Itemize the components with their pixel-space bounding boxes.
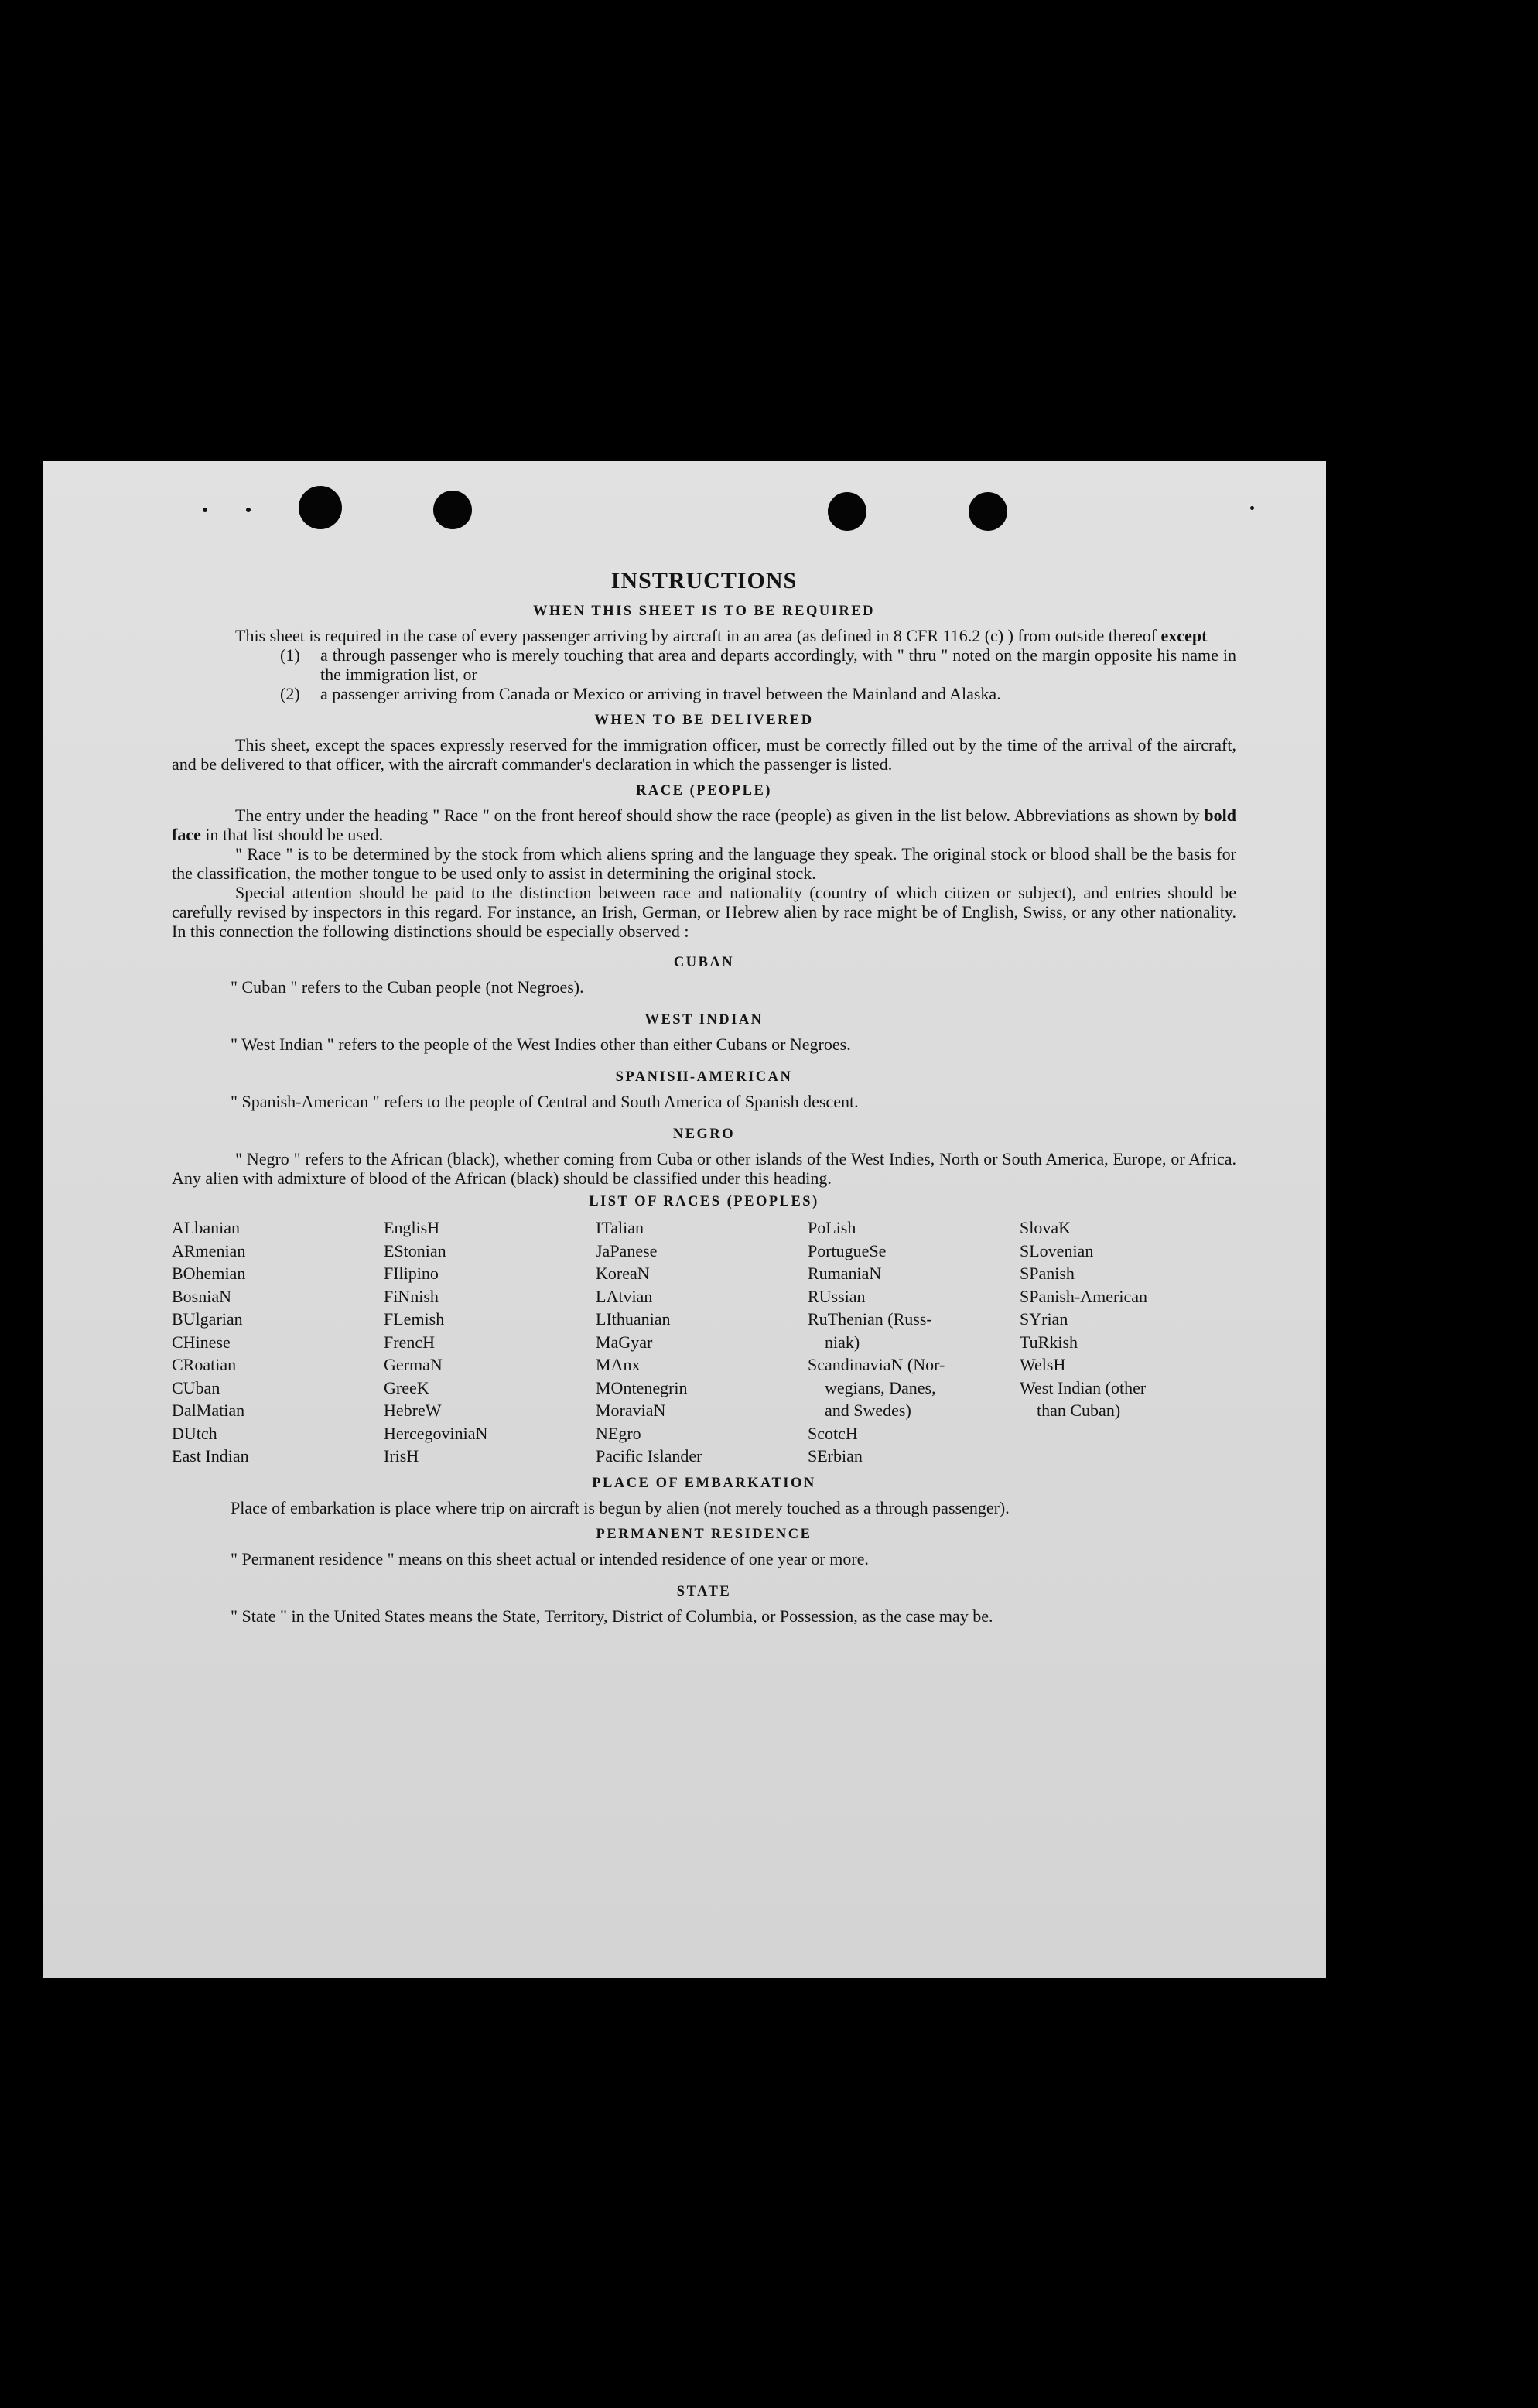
race-entry: LAtvian bbox=[596, 1286, 653, 1306]
section-heading-delivered: WHEN TO BE DELIVERED bbox=[594, 713, 814, 728]
section-heading-list-of-races: LIST OF RACES (PEOPLES) bbox=[589, 1194, 819, 1209]
section-heading-race: RACE (PEOPLE) bbox=[636, 783, 772, 799]
race-entry: ARmenian bbox=[172, 1240, 246, 1260]
page-title: INSTRUCTIONS bbox=[610, 568, 798, 593]
race-entry: DalMatian bbox=[172, 1401, 245, 1420]
race-entry: EnglisH bbox=[384, 1218, 440, 1237]
race-paragraph-2: " Race " is to be determined by the stock from which aliens spring and the language they speak. The original stock or blood shall be the basis for the classification, the mother tongue to be used only to assist in determining the original stock. bbox=[172, 844, 1236, 883]
race-entry: CUban bbox=[172, 1377, 220, 1397]
race-entry: BOhemian bbox=[172, 1264, 246, 1283]
race-entry: ITalian bbox=[596, 1218, 644, 1237]
race-entry: West Indian (other bbox=[1020, 1377, 1147, 1397]
races-column bbox=[172, 1216, 384, 1468]
section-heading-embarkation: PLACE OF EMBARKATION bbox=[592, 1475, 816, 1491]
race-entry: DUtch bbox=[172, 1423, 217, 1443]
race-entry: KoreaN bbox=[596, 1264, 650, 1283]
punch-hole bbox=[433, 491, 472, 529]
race-entry: HebreW bbox=[384, 1401, 442, 1420]
race-paragraph-3: Special attention should be paid to the distinction between race and nationality (country of which citizen or subject), and entries should be carefully revised by inspectors in this regard. For instance, an Irish, German, or Hebrew alien by race might be of English, Swiss, or any other nationality. In this connection the following distinctions should be especially observed : bbox=[172, 883, 1236, 941]
race-entry: RuThenian (Russ- bbox=[808, 1309, 932, 1329]
race-entry: and Swedes) bbox=[825, 1401, 911, 1420]
races-column bbox=[384, 1216, 596, 1468]
race-paragraph-1: The entry under the heading " Race " on the front hereof should show the race (people) as given in the list below. Abbreviations as shown by bold face in that list should be used. bbox=[172, 806, 1237, 844]
exception-item: (2) a passenger arriving from Canada or Mexico or arriving in travel between the Mainland and Alaska. bbox=[280, 684, 1001, 703]
race-entry: MAnx bbox=[596, 1355, 641, 1374]
race-entry: GermaN bbox=[384, 1355, 443, 1374]
race-entry: PoLish bbox=[808, 1218, 856, 1237]
spanish-american-paragraph: " Spanish-American " refers to the people of Central and South America of Spanish descent. bbox=[231, 1092, 859, 1111]
race-entry: CHinese bbox=[172, 1332, 231, 1352]
race-entry: GreeK bbox=[384, 1377, 429, 1397]
race-entry: MoraviaN bbox=[596, 1401, 666, 1420]
race-entry: FIlipino bbox=[384, 1264, 439, 1283]
races-column bbox=[596, 1216, 808, 1468]
residence-paragraph: " Permanent residence " means on this sheet actual or intended residence of one year or more. bbox=[231, 1548, 869, 1568]
section-heading-state: STATE bbox=[676, 1583, 732, 1599]
race-entry: MOntenegrin bbox=[596, 1377, 688, 1397]
negro-paragraph: " Negro " refers to the African (black), whether coming from Cuba or other islands of the West Indies, North or South America, Europe, or Africa. Any alien with admixture of blood of the African (black) should be classified under this heading. bbox=[172, 1149, 1236, 1188]
section-heading-required: WHEN THIS SHEET IS TO BE REQUIRED bbox=[532, 604, 876, 619]
document-sheet bbox=[43, 461, 1326, 1978]
race-entry: CRoatian bbox=[172, 1355, 237, 1374]
race-entry: HercegoviniaN bbox=[384, 1423, 488, 1443]
state-paragraph: " State " in the United States means the State, Territory, District of Columbia, or Possession, as the case may be. bbox=[231, 1606, 993, 1626]
punch-hole bbox=[969, 492, 1007, 531]
race-entry: niak) bbox=[825, 1332, 860, 1352]
required-paragraph: This sheet is required in the case of every passenger arriving by aircraft in an area (as defined in 8 CFR 116.2 (c) ) from outside thereof except bbox=[235, 626, 1208, 645]
section-heading-west-indian: WEST INDIAN bbox=[644, 1012, 764, 1028]
race-entry: BUlgarian bbox=[172, 1309, 243, 1329]
race-entry: FiNnish bbox=[384, 1286, 439, 1306]
race-entry: IrisH bbox=[384, 1446, 419, 1466]
delivered-paragraph: This sheet, except the spaces expressly reserved for the immigration officer, must be correctly filled out by the time of the arrival of the aircraft, and be delivered to that officer, with the aircraft commander's declaration in which the passenger is listed. bbox=[172, 735, 1236, 774]
race-entry: Pacific Islander bbox=[596, 1446, 702, 1466]
speck bbox=[1250, 506, 1254, 510]
punch-hole bbox=[299, 486, 342, 529]
race-entry: RumaniaN bbox=[808, 1264, 882, 1283]
race-entry: East Indian bbox=[172, 1446, 249, 1466]
race-entry: ScandinaviaN (Nor- bbox=[808, 1355, 945, 1374]
race-entry: FLemish bbox=[384, 1309, 445, 1329]
embarkation-paragraph: Place of embarkation is place where trip on aircraft is begun by alien (not merely touched as a through passenger). bbox=[231, 1497, 1010, 1517]
race-entry: ScotcH bbox=[808, 1423, 858, 1443]
race-entry: SPanish-American bbox=[1020, 1286, 1147, 1306]
races-list bbox=[172, 1216, 1236, 1468]
race-entry: RUssian bbox=[808, 1286, 866, 1306]
race-entry: WelsH bbox=[1020, 1355, 1066, 1374]
exception-item: (1) a through passenger who is merely touching that area and departs accordingly, with " thru " noted on the margin opposite his name in the immigration list, or bbox=[280, 645, 1236, 684]
west-indian-paragraph: " West Indian " refers to the people of the West Indies other than either Cubans or Negroes. bbox=[231, 1035, 851, 1054]
race-entry: JaPanese bbox=[596, 1240, 658, 1260]
races-column bbox=[1020, 1216, 1236, 1468]
section-heading-spanish-american: SPANISH-AMERICAN bbox=[615, 1069, 793, 1085]
race-entry: wegians, Danes, bbox=[825, 1377, 936, 1397]
race-entry: NEgro bbox=[596, 1423, 641, 1443]
section-heading-negro: NEGRO bbox=[672, 1127, 736, 1142]
race-entry: SPanish bbox=[1020, 1264, 1075, 1283]
race-entry: SErbian bbox=[808, 1446, 863, 1466]
race-entry: SlovaK bbox=[1020, 1218, 1071, 1237]
section-heading-residence: PERMANENT RESIDENCE bbox=[596, 1526, 812, 1542]
speck bbox=[203, 508, 207, 512]
race-entry: MaGyar bbox=[596, 1332, 653, 1352]
speck bbox=[246, 508, 251, 512]
race-entry: ALbanian bbox=[172, 1218, 240, 1237]
instructions-content bbox=[172, 568, 1236, 1626]
races-column bbox=[808, 1216, 1020, 1468]
cuban-paragraph: " Cuban " refers to the Cuban people (not Negroes). bbox=[231, 977, 584, 997]
race-entry: EStonian bbox=[384, 1240, 446, 1260]
race-entry: TuRkish bbox=[1020, 1332, 1078, 1352]
race-entry: SYrian bbox=[1020, 1309, 1068, 1329]
race-entry: PortugueSe bbox=[808, 1240, 887, 1260]
race-entry: than Cuban) bbox=[1037, 1401, 1121, 1420]
race-entry: SLovenian bbox=[1020, 1240, 1094, 1260]
race-entry: FrencH bbox=[384, 1332, 435, 1352]
punch-hole bbox=[828, 492, 866, 531]
section-heading-cuban: CUBAN bbox=[673, 955, 735, 970]
race-entry: LIthuanian bbox=[596, 1309, 671, 1329]
race-entry: BosniaN bbox=[172, 1286, 231, 1306]
